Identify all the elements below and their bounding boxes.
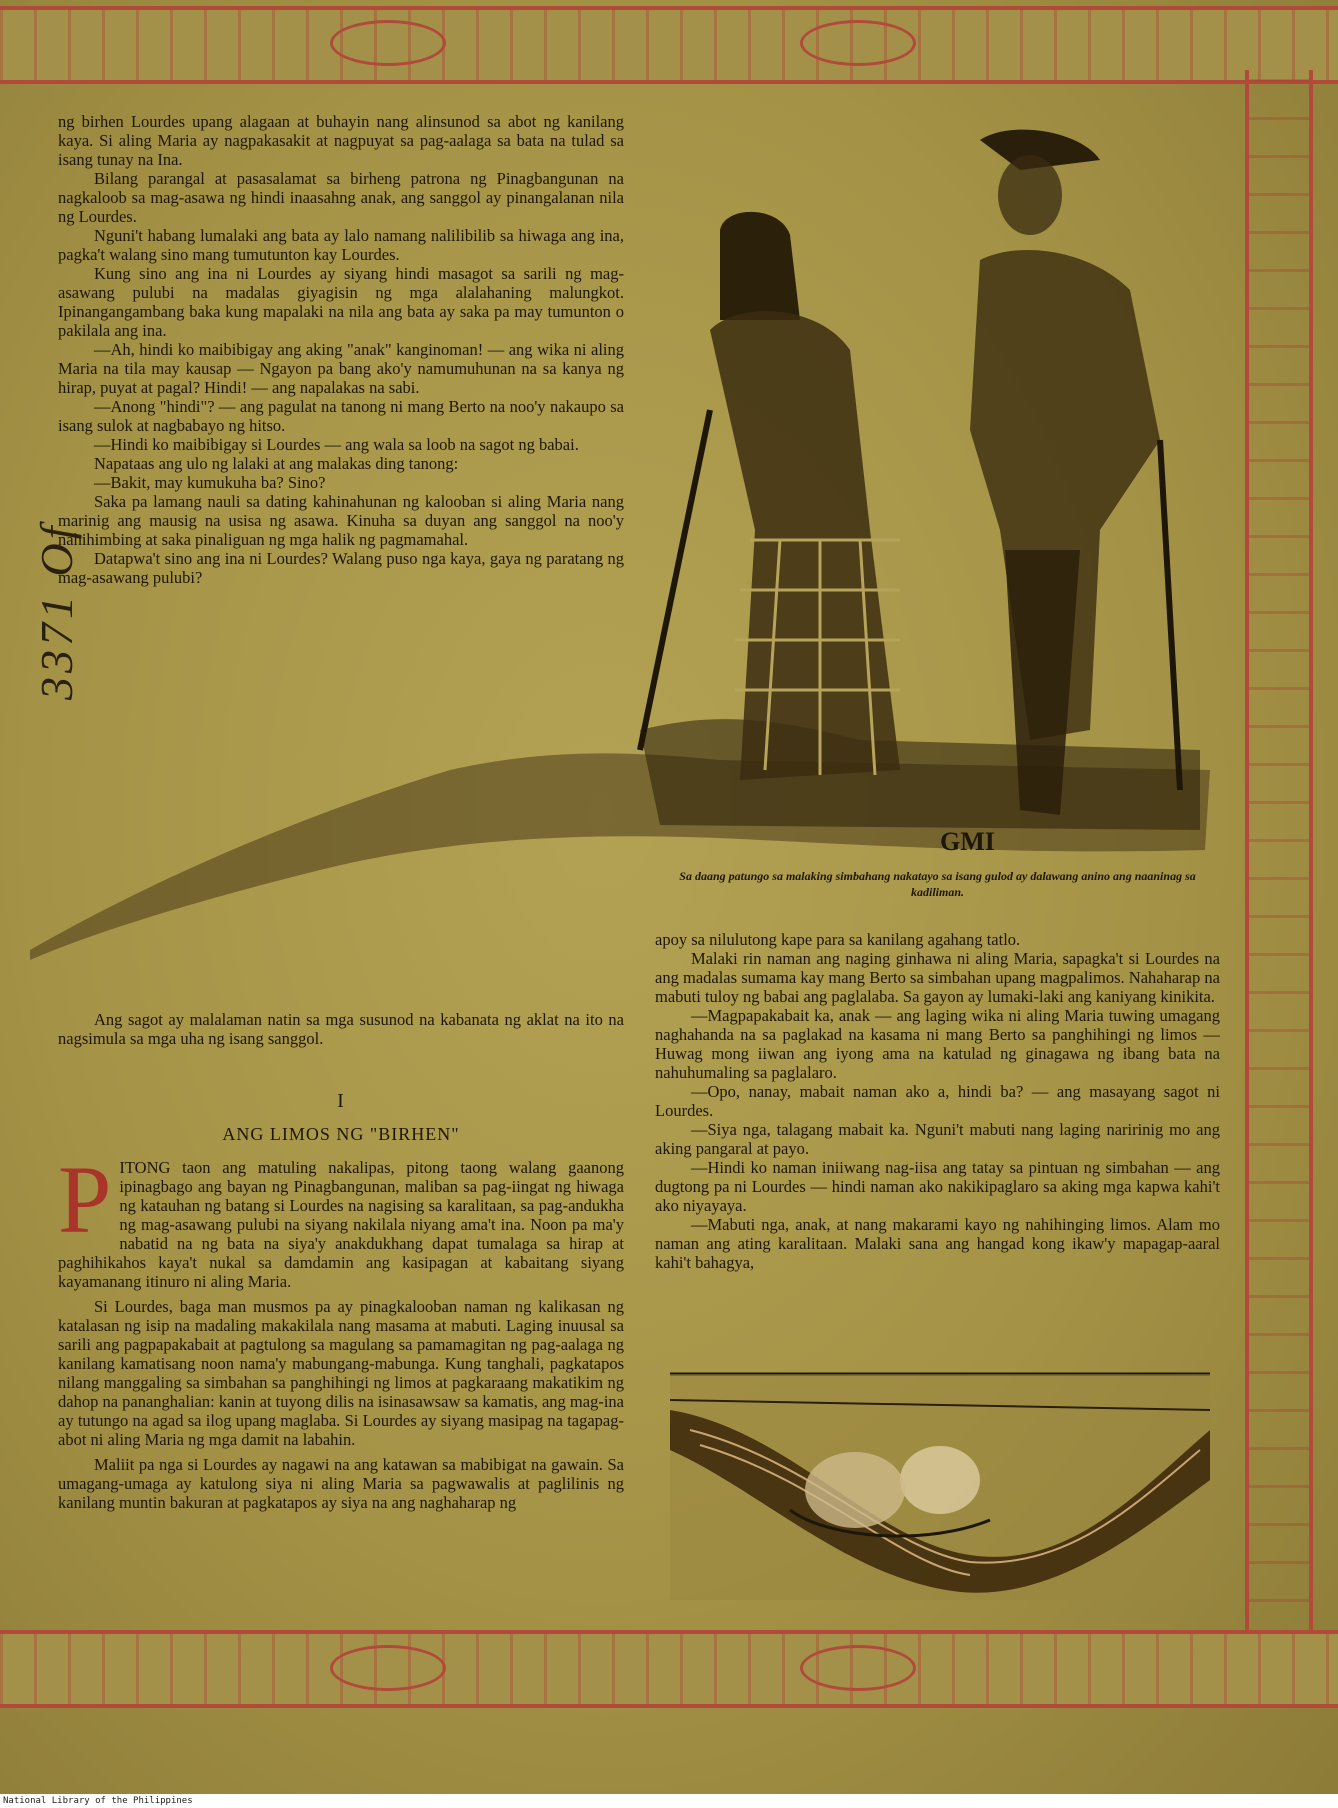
paragraph: —Anong "hindi"? — ang pagulat na tanong ni mang Berto na noo'y nakaupo sa isang sulok at nagbabayo ng hitso. [58, 397, 624, 435]
paragraph: Saka pa lamang nauli sa dating kahinahunan ng kalooban si aling Maria nang marinig ang mausig na usisa ng asawa. Kinuha sa duyan ang sanggol na noo'y nahihimbing at saka pinaliguan ng mga halik ng pagmamahal. [58, 492, 624, 549]
chapter-title: ANG LIMOS NG "BIRHEN" [222, 1124, 460, 1144]
paragraph: ng birhen Lourdes upang alagaan at buhayin nang alinsunod sa abot ng kanilang kaya. Si aling Maria ay nagpakasakit at nagpuyat sa pag-aalaga sa bata na tulad sa isang tunay na Ina. [58, 112, 624, 169]
left-column-chapter [58, 1146, 624, 1512]
walking-couple-illustration [20, 110, 1225, 970]
paragraph: —Bakit, may kumukuha ba? Sino? [94, 473, 326, 492]
hammock-baby-illustration [670, 1370, 1210, 1600]
paragraph: Maliit pa nga si Lourdes ay nagawi na ang katawan sa mabibigat na gawain. Sa umagang-umaga ay katulong siya ni aling Maria sa pagwawalis at paglilinis ng kanilang muntin bakuran at pagkatapos ay siya na ang naghaharap ng [58, 1455, 624, 1512]
ornament-scroll [800, 1645, 916, 1691]
chapter-number: I [337, 1090, 345, 1112]
ornamental-border-top [0, 6, 1338, 84]
paragraph: —Hindi ko naman iniiwang nag-iisa ang tatay sa pintuan ng simbahan — ang dugtong pa ni Lourdes — hindi naman ako nakikipaglaro sa aking mga kapwa kahi't ako niyayaya. [655, 1158, 1220, 1215]
handwritten-note: 3371 Of [31, 522, 82, 700]
paragraph: Malaki rin naman ang naging ginhawa ni aling Maria, sapagka't si Lourdes na ang madalas sumama kay mang Berto sa simbahan upang magpalimos. Nahaharap na mabuti tuloy ng babai ang paglalaba. Sa gayon ay lumaki-laki ang kaniyang kinikita. [655, 949, 1220, 1006]
paragraph: —Siya nga, talagang mabait ka. Nguni't mabuti nang laging naririnig mo ang aking pangaral at payo. [655, 1120, 1220, 1158]
paragraph: Datapwa't sino ang ina ni Lourdes? Walang puso nga kaya, gaya ng paratang ng mag-asawang pulubi? [58, 549, 624, 587]
left-column-answer [58, 1010, 624, 1048]
ornamental-border-right [1245, 70, 1313, 1640]
paragraph: —Hindi ko maibibigay si Lourdes — ang wala sa loob na sagot ng babai. [94, 435, 579, 454]
paragraph: —Opo, nanay, mabait naman ako a, hindi ba? — ang masayang sagot ni Lourdes. [655, 1082, 1220, 1120]
ornament-scroll [800, 20, 916, 66]
ornament-scroll [330, 1645, 446, 1691]
first-paragraph [58, 1146, 624, 1291]
paragraph: Kung sino ang ina ni Lourdes ay siyang hindi masagot sa sarili ng mag-asawang pulubi na madalas giyagisin ng mga alalahaning malungkot. Ipinangangambang baka kung mapalaki na nila ang bata ay saka pa may tumunton o pakilala ang ina. [58, 264, 624, 340]
ornamental-border-bottom [0, 1630, 1338, 1708]
paragraph: —Ah, hindi ko maibibigay ang aking "anak" kanginoman! — ang wika ni aling Maria na tila may kausap — Ngayon pa bang ako'y namumuhunan na sa kanya ng hirap, puyat at pagal? Hindi! — ang napalakas na sabi. [58, 340, 624, 397]
first-paragraph-text: ITONG taon ang matuling nakalipas, pitong taong walang gaanong ipinagbago ang bayan ng Pinagbangunan, maliban sa pag-iingat ng hiwaga ng katauhan ng batang si Lourdes na nagising sa karalitaan, sa pag-andukha ng mag-asawang pulubi na siyang nakilala niyang ama't ina. Noon pa ma'y nabatid na ng bata na siya'y anakdukhang dapat tumalaga sa hirap at paghihikahos kaya't nukal sa damdamin ang kasipagan at kabaitang siyang kayamanang itinuro ni aling Maria. [58, 1158, 624, 1291]
paragraph: Bilang parangal at pasasalamat sa birheng patrona ng Pinagbangunan na nagkaloob sa mag-asawa ng hindi inaasahng anak, ang sanggol ay pinangalanan nila ng Lourdes. [58, 169, 624, 226]
ornament-scroll [330, 20, 446, 66]
paragraph: —Mabuti nga, anak, at nang makarami kayo ng nahihinging limos. Alam mo naman ang ating karalitaan. Malaki sana ang hangad kong ikaw'y mapagap-aaral kahi't bahagya, [655, 1215, 1220, 1272]
paragraph: Nguni't habang lumalaki ang bata ay lalo namang nalilibilib sa hiwaga ang ina, pagka't walang sino mang tumutunton kay Lourdes. [58, 226, 624, 264]
paragraph: —Magpapakabait ka, anak — ang laging wika ni aling Maria tuwing umagang naghahanda na sa paglakad na kasama ni mang Berto sa panghihingi ng limos — Huwag mong iiwan ang iyong ama na katulad ng ginagawa ng ibang bata na nahuhumaling sa paglalaro. [655, 1006, 1220, 1082]
paragraph: Si Lourdes, baga man musmos pa ay pinagkalooban naman ng kalikasan ng katalasan ng isip na madaling makakilala nang masama at mabuti. Laging inuusal sa sarili ang pagpapakabait at pagtulong sa magulang sa pamamagitan ng pag-aalaga ng kanilang kamatisang noon nama'y mabungang-mabunga. Kung tanghali, pagkatapos nilang manggaling sa simbahan sa panghihingi ng limos at pagkaraang makatikim ng dahop na pananghalian: kanin at tuyong dilis na isinasawsaw sa kamatis, ang mag-ina ay tutungo na agad sa ilog upang maglaba. Si Lourdes ay siyang masipag na tagapag-abot ni aling Maria ng mga damit na labahin. [58, 1297, 624, 1449]
right-column [655, 930, 1220, 1272]
footer-source: National Library of the Philippines [0, 1794, 1338, 1808]
paragraph: Napataas ang ulo ng lalaki at ang malakas ding tanong: [94, 454, 459, 473]
paragraph: Ang sagot ay malalaman natin sa mga susunod na kabanata ng aklat na ito na nagsimula sa mga uha ng isang sanggol. [58, 1010, 624, 1048]
paragraph: apoy sa nilulutong kape para sa kanilang agahang tatlo. [655, 930, 1021, 949]
drop-cap: P [58, 1146, 112, 1253]
illustration-caption: Sa daang patungo sa malaking simbahang nakatayo sa isang gulod ay dalawang anino ang naaninag sa kadiliman. [679, 869, 1196, 899]
illustration-signature: GMI [940, 827, 995, 856]
